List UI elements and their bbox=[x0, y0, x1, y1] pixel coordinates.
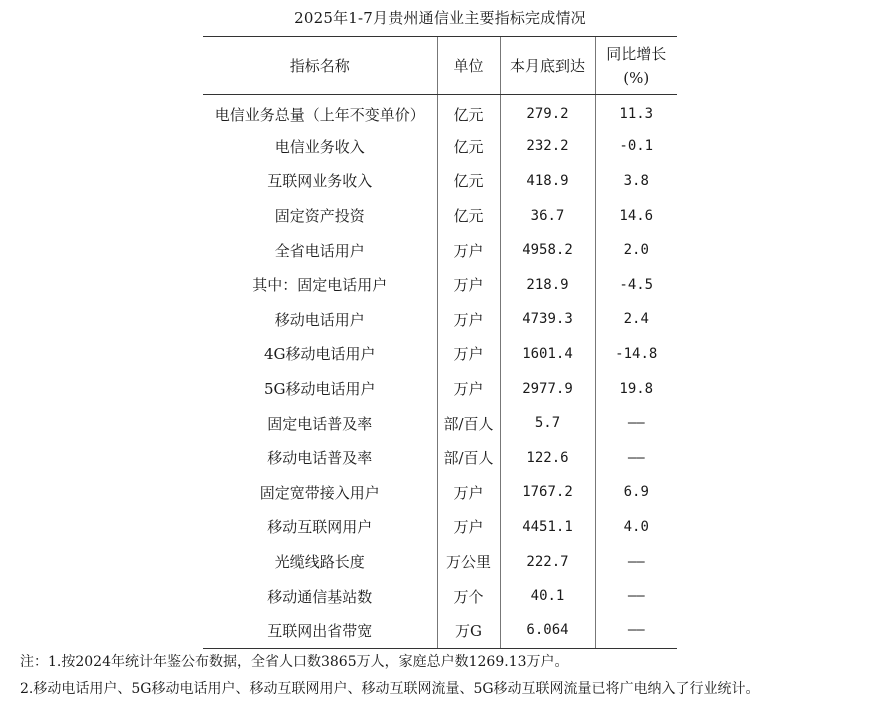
table-row bbox=[203, 510, 677, 545]
indicator-name: 电信业务收入 bbox=[274, 137, 365, 156]
table-row bbox=[203, 371, 677, 406]
indicator-unit: 部/百人 bbox=[437, 406, 500, 441]
footnote-2: 2.移动电话用户、5G移动电话用户、移动互联网用户、移动互联网流量、5G移动互联网流量已将广电纳入了行业统计。 bbox=[20, 681, 760, 697]
indicator-name: 移动互联网用户 bbox=[267, 518, 373, 537]
indicator-yoy: —— bbox=[595, 579, 677, 614]
indicator-value: 1601.4 bbox=[500, 337, 595, 372]
indicator-name: 电信业务总量（上年不变单价） bbox=[214, 105, 425, 124]
indicator-name: 其中：固定电话用户 bbox=[252, 276, 388, 295]
header-current-value: 本月底到达 bbox=[500, 37, 595, 95]
indicator-name: 互联网出省带宽 bbox=[203, 613, 437, 648]
indicator-yoy: 2.4 bbox=[595, 302, 677, 337]
indicator-yoy: -0.1 bbox=[595, 129, 677, 164]
indicator-unit: 万个 bbox=[437, 579, 500, 614]
indicator-value: 4958.2 bbox=[500, 233, 595, 268]
header-yoy-growth bbox=[595, 37, 677, 95]
table-row bbox=[203, 337, 677, 372]
indicator-name: 5G移动电话用户 bbox=[263, 380, 376, 399]
indicator-name: 固定资产投资 bbox=[274, 207, 365, 226]
indicator-unit: 万户 bbox=[437, 510, 500, 545]
header-indicator-name: 指标名称 bbox=[203, 37, 437, 95]
indicator-unit: 亿元 bbox=[437, 95, 500, 130]
indicator-yoy: -14.8 bbox=[595, 337, 677, 372]
indicator-yoy: —— bbox=[595, 406, 677, 441]
indicator-name: 移动电话普及率 bbox=[267, 449, 373, 468]
indicator-unit: 万户 bbox=[437, 371, 500, 406]
table-row bbox=[203, 95, 677, 130]
indicator-yoy: 6.9 bbox=[595, 475, 677, 510]
indicator-unit: 亿元 bbox=[437, 198, 500, 233]
table-row bbox=[203, 613, 677, 648]
indicator-name: 移动通信基站数 bbox=[267, 587, 373, 606]
indicator-yoy: 11.3 bbox=[595, 95, 677, 130]
indicator-name: 互联网业务收入 bbox=[267, 172, 373, 191]
indicator-table bbox=[203, 36, 677, 649]
indicator-unit: 万户 bbox=[437, 302, 500, 337]
indicator-yoy: 2.0 bbox=[595, 233, 677, 268]
indicator-unit: 万公里 bbox=[437, 544, 500, 579]
table-row bbox=[203, 475, 677, 510]
indicator-unit: 万G bbox=[437, 613, 500, 648]
indicator-value: 6.064 bbox=[500, 613, 595, 648]
indicator-yoy: 14.6 bbox=[595, 198, 677, 233]
table-row bbox=[203, 440, 677, 475]
indicator-value: 122.6 bbox=[500, 440, 595, 475]
table-title: 2025年1-7月贵州通信业主要指标完成情况 bbox=[294, 9, 586, 27]
indicator-value: 418.9 bbox=[500, 164, 595, 199]
indicator-value: 279.2 bbox=[500, 95, 595, 130]
table-row bbox=[203, 129, 677, 164]
indicator-yoy: -4.5 bbox=[595, 267, 677, 302]
table-row bbox=[203, 233, 677, 268]
indicator-yoy: —— bbox=[595, 440, 677, 475]
footnote-1: 注：1.按2024年统计年鉴公布数据，全省人口数3865万人，家庭总户数1269.13万户。 bbox=[20, 654, 569, 670]
indicator-value: 2977.9 bbox=[500, 371, 595, 406]
indicator-value: 36.7 bbox=[500, 198, 595, 233]
indicator-unit: 亿元 bbox=[437, 164, 500, 199]
indicator-name: 移动电话用户 bbox=[274, 310, 365, 329]
header-yoy-unit: (%) bbox=[623, 68, 650, 87]
indicator-value: 4739.3 bbox=[500, 302, 595, 337]
table-row bbox=[203, 164, 677, 199]
table-row bbox=[203, 198, 677, 233]
indicator-unit: 万户 bbox=[437, 267, 500, 302]
indicator-yoy: —— bbox=[595, 544, 677, 579]
header-unit: 单位 bbox=[437, 37, 500, 95]
indicator-name: 固定宽带接入用户 bbox=[259, 483, 380, 502]
indicator-name: 光缆线路长度 bbox=[274, 553, 365, 572]
indicator-name: 4G移动电话用户 bbox=[263, 345, 376, 364]
indicator-unit: 万户 bbox=[437, 337, 500, 372]
header-yoy-label: 同比增长 bbox=[606, 44, 667, 63]
indicator-unit: 万户 bbox=[437, 475, 500, 510]
indicator-yoy: 3.8 bbox=[595, 164, 677, 199]
table-row bbox=[203, 302, 677, 337]
indicator-unit: 万户 bbox=[437, 233, 500, 268]
indicator-name: 固定电话普及率 bbox=[267, 414, 373, 433]
indicator-yoy: 19.8 bbox=[595, 371, 677, 406]
indicator-unit: 亿元 bbox=[437, 129, 500, 164]
indicator-value: 232.2 bbox=[500, 129, 595, 164]
indicator-value: 40.1 bbox=[500, 579, 595, 614]
indicator-name: 全省电话用户 bbox=[274, 241, 365, 260]
indicator-value: 4451.1 bbox=[500, 510, 595, 545]
indicator-value: 1767.2 bbox=[500, 475, 595, 510]
indicator-unit: 部/百人 bbox=[437, 440, 500, 475]
table-row bbox=[203, 579, 677, 614]
table-row bbox=[203, 267, 677, 302]
indicator-value: 222.7 bbox=[500, 544, 595, 579]
indicator-yoy: 4.0 bbox=[595, 510, 677, 545]
indicator-value: 5.7 bbox=[500, 406, 595, 441]
table-header-row bbox=[203, 37, 677, 95]
indicator-value: 218.9 bbox=[500, 267, 595, 302]
indicator-yoy: —— bbox=[595, 613, 677, 648]
table-row bbox=[203, 406, 677, 441]
table-row bbox=[203, 544, 677, 579]
